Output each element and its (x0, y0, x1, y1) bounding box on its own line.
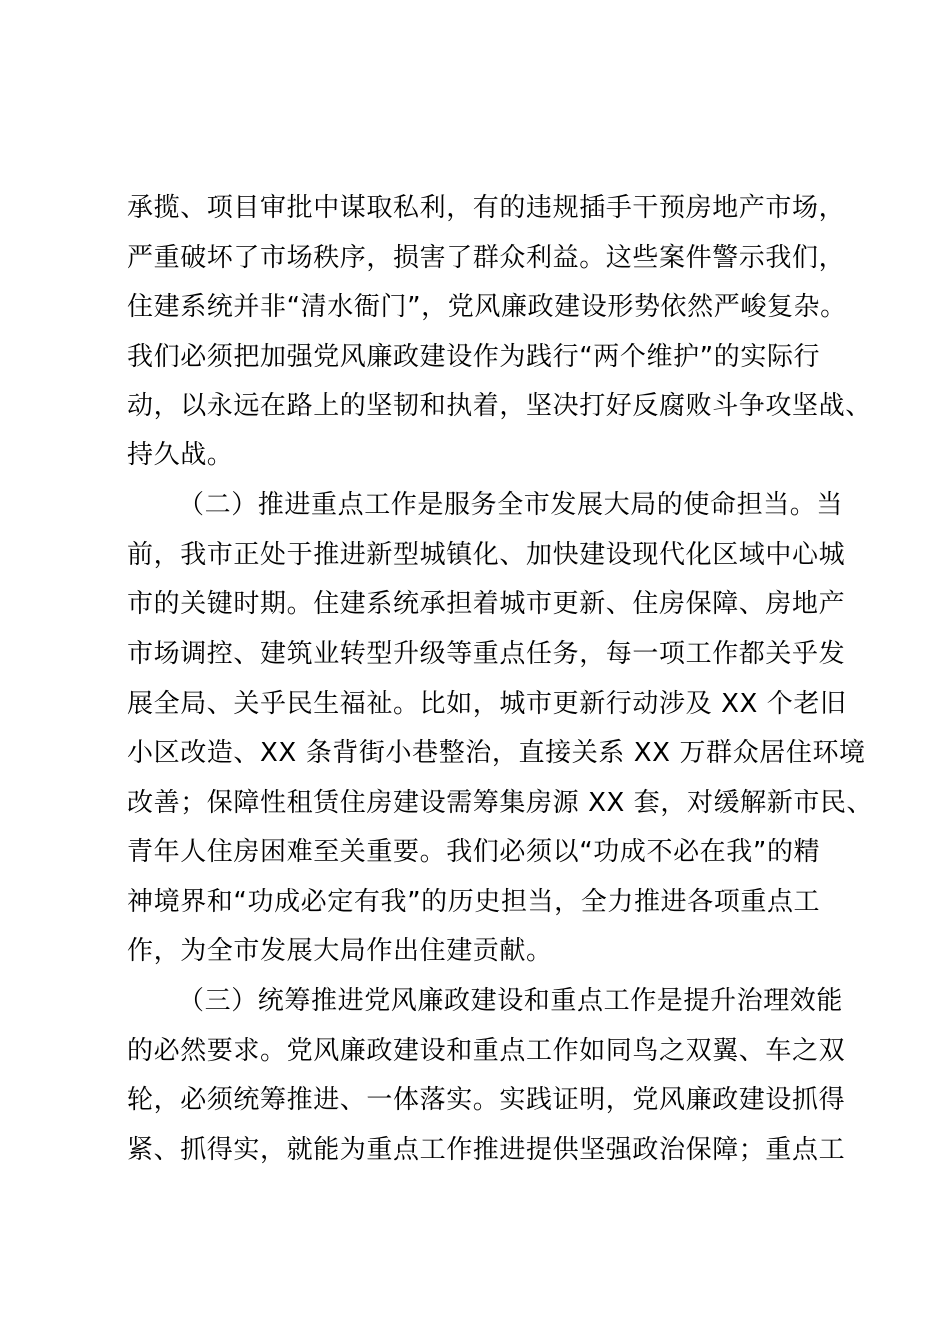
text-line: 展全局、关乎民生福祉。比如，城市更新行动涉及 XX 个老旧 (127, 689, 847, 719)
text-line: 动，以永远在路上的坚韧和执着，坚决打好反腐败斗争攻坚战、 (127, 391, 872, 421)
text-line: 市场调控、建筑业转型升级等重点任务，每一项工作都关乎发 (127, 639, 846, 669)
text-line: 持久战。 (127, 440, 234, 470)
text-line: 青年人住房困难至关重要。我们必须以“功成不必在我”的精 (127, 837, 821, 867)
text-line: 住建系统并非“清水衙门”，党风廉政建设形势依然严峻复杂。 (127, 292, 847, 322)
text-line: 的必然要求。党风廉政建设和重点工作如同鸟之双翼、车之双 (127, 1036, 846, 1066)
text-line: 我们必须把加强党风廉政建设作为践行“两个维护”的实际行 (127, 342, 821, 372)
section-heading-2: （二）推进重点工作是服务全市发展大局的使命担当。当 (178, 490, 844, 520)
text-line: 神境界和“功成必定有我”的历史担当，全力推进各项重点工 (127, 887, 821, 917)
text-line: 轮，必须统筹推进、一体落实。实践证明，党风廉政建设抓得 (127, 1085, 846, 1115)
text-line: 作，为全市发展大局作出住建贡献。 (127, 936, 553, 966)
text-line: 严重破坏了市场秩序，损害了群众利益。这些案件警示我们， (127, 243, 846, 273)
text-line: 前，我市正处于推进新型城镇化、加快建设现代化区域中心城 (127, 540, 846, 570)
text-line: 小区改造、XX 条背街小巷整治，直接关系 XX 万群众居住环境 (127, 738, 866, 768)
text-line: 承揽、项目审批中谋取私利，有的违规插手干预房地产市场， (127, 193, 846, 223)
text-line: 紧、抓得实，就能为重点工作推进提供坚强政治保障；重点工 (127, 1135, 846, 1165)
section-heading-3: （三）统筹推进党风廉政建设和重点工作是提升治理效能 (178, 986, 844, 1016)
text-line: 市的关键时期。住建系统承担着城市更新、住房保障、房地产 (127, 589, 846, 619)
text-line: 改善；保障性租赁住房建设需筹集房源 XX 套，对缓解新市民、 (127, 788, 874, 818)
